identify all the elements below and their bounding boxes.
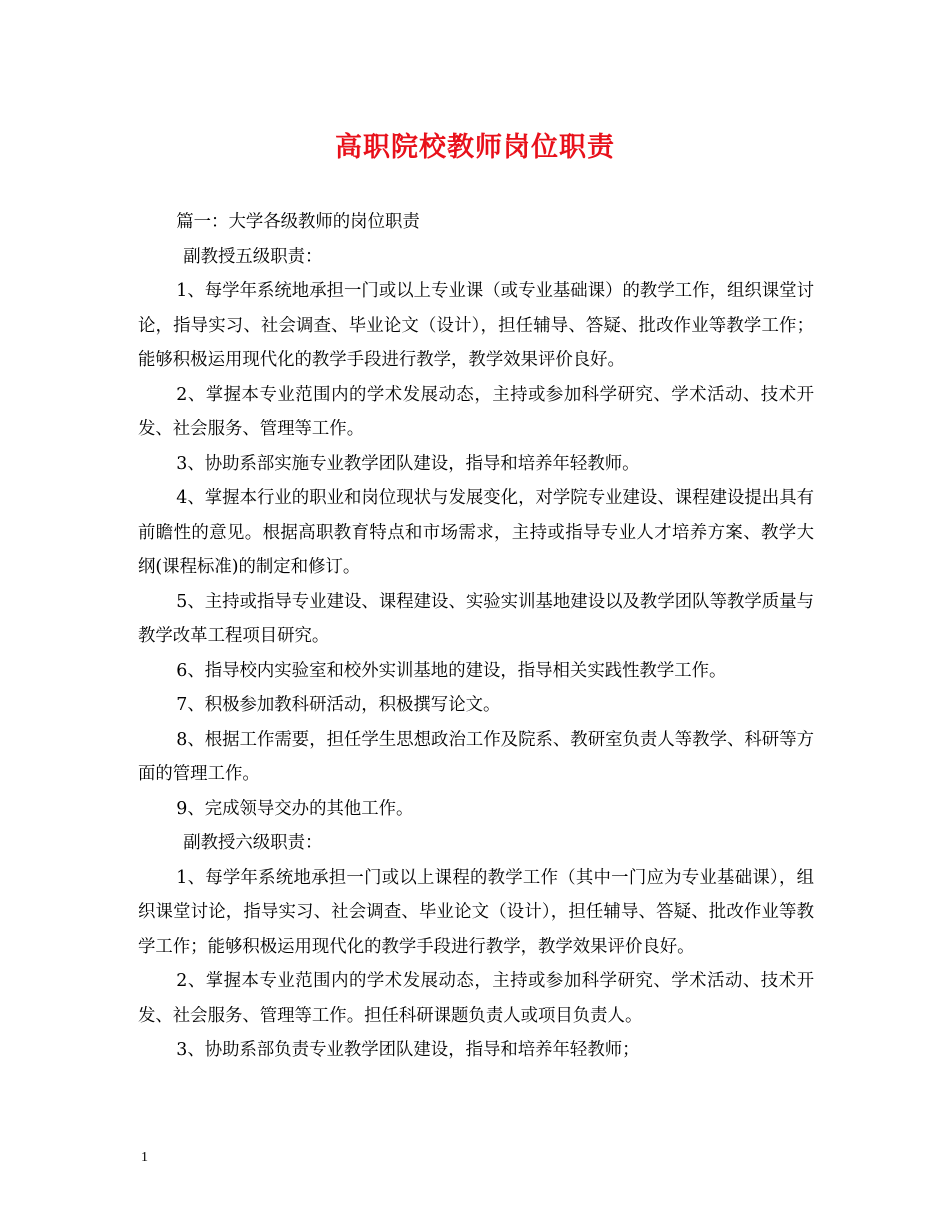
document-body (138, 205, 814, 1068)
subsection-heading: 副教授五级职责： (183, 246, 323, 267)
list-item: 7、积极参加教科研活动，积极撰写论文。 (176, 695, 501, 715)
list-item: 3、协助系部实施专业教学团队建设，指导和培养年轻教师。 (176, 453, 640, 474)
list-item: 1、每学年系统地承担一门或以上专业课（或专业基础课）的教学工作，组织课堂讨论，指导实习、社会调查、毕业论文（设计），担任辅导、答疑、批改作业等教学工作；能够积极运用现代化的教学手段进行教学，教学效果评价良好。 (138, 281, 814, 370)
subsection-heading: 副教授六级职责： (183, 833, 323, 853)
list-item: 2、掌握本专业范围内的学术发展动态，主持或参加科学研究、学术活动、技术开发、社会服务、管理等工作。 (138, 384, 814, 439)
page-number: 1 (141, 1150, 148, 1165)
document-title: 高职院校教师岗位职责 (335, 132, 615, 163)
list-item: 3、协助系部负责专业教学团队建设，指导和培养年轻教师； (176, 1040, 640, 1060)
list-item: 6、指导校内实验室和校外实训基地的建设，指导相关实践性教学工作。 (176, 660, 727, 681)
list-item: 2、掌握本专业范围内的学术发展动态，主持或参加科学研究、学术活动、技术开发、社会服务、管理等工作。担任科研课题负责人或项目负责人。 (138, 971, 814, 1026)
section-heading: 篇一：大学各级教师的岗位职责 (176, 212, 420, 232)
list-item: 5、主持或指导专业建设、课程建设、实验实训基地建设以及教学团队等教学质量与教学改革工程项目研究。 (138, 591, 814, 646)
list-item: 9、完成领导交办的其他工作。 (176, 798, 414, 819)
list-item: 1、每学年系统地承担一门或以上课程的教学工作（其中一门应为专业基础课），组织课堂讨论，指导实习、社会调查、毕业论文（设计），担任辅导、答疑、批改作业等教学工作；能够积极运用现代化的教学手段进行教学，教学效果评价良好。 (138, 867, 814, 957)
list-item: 4、掌握本行业的职业和岗位现状与发展变化，对学院专业建设、课程建设提出具有前瞻性的意见。根据高职教育特点和市场需求，主持或指导专业人才培养方案、教学大纲(课程标准)的制定和修订。 (138, 488, 814, 577)
list-item: 8、根据工作需要，担任学生思想政治工作及院系、教研室负责人等教学、科研等方面的管理工作。 (138, 729, 814, 784)
